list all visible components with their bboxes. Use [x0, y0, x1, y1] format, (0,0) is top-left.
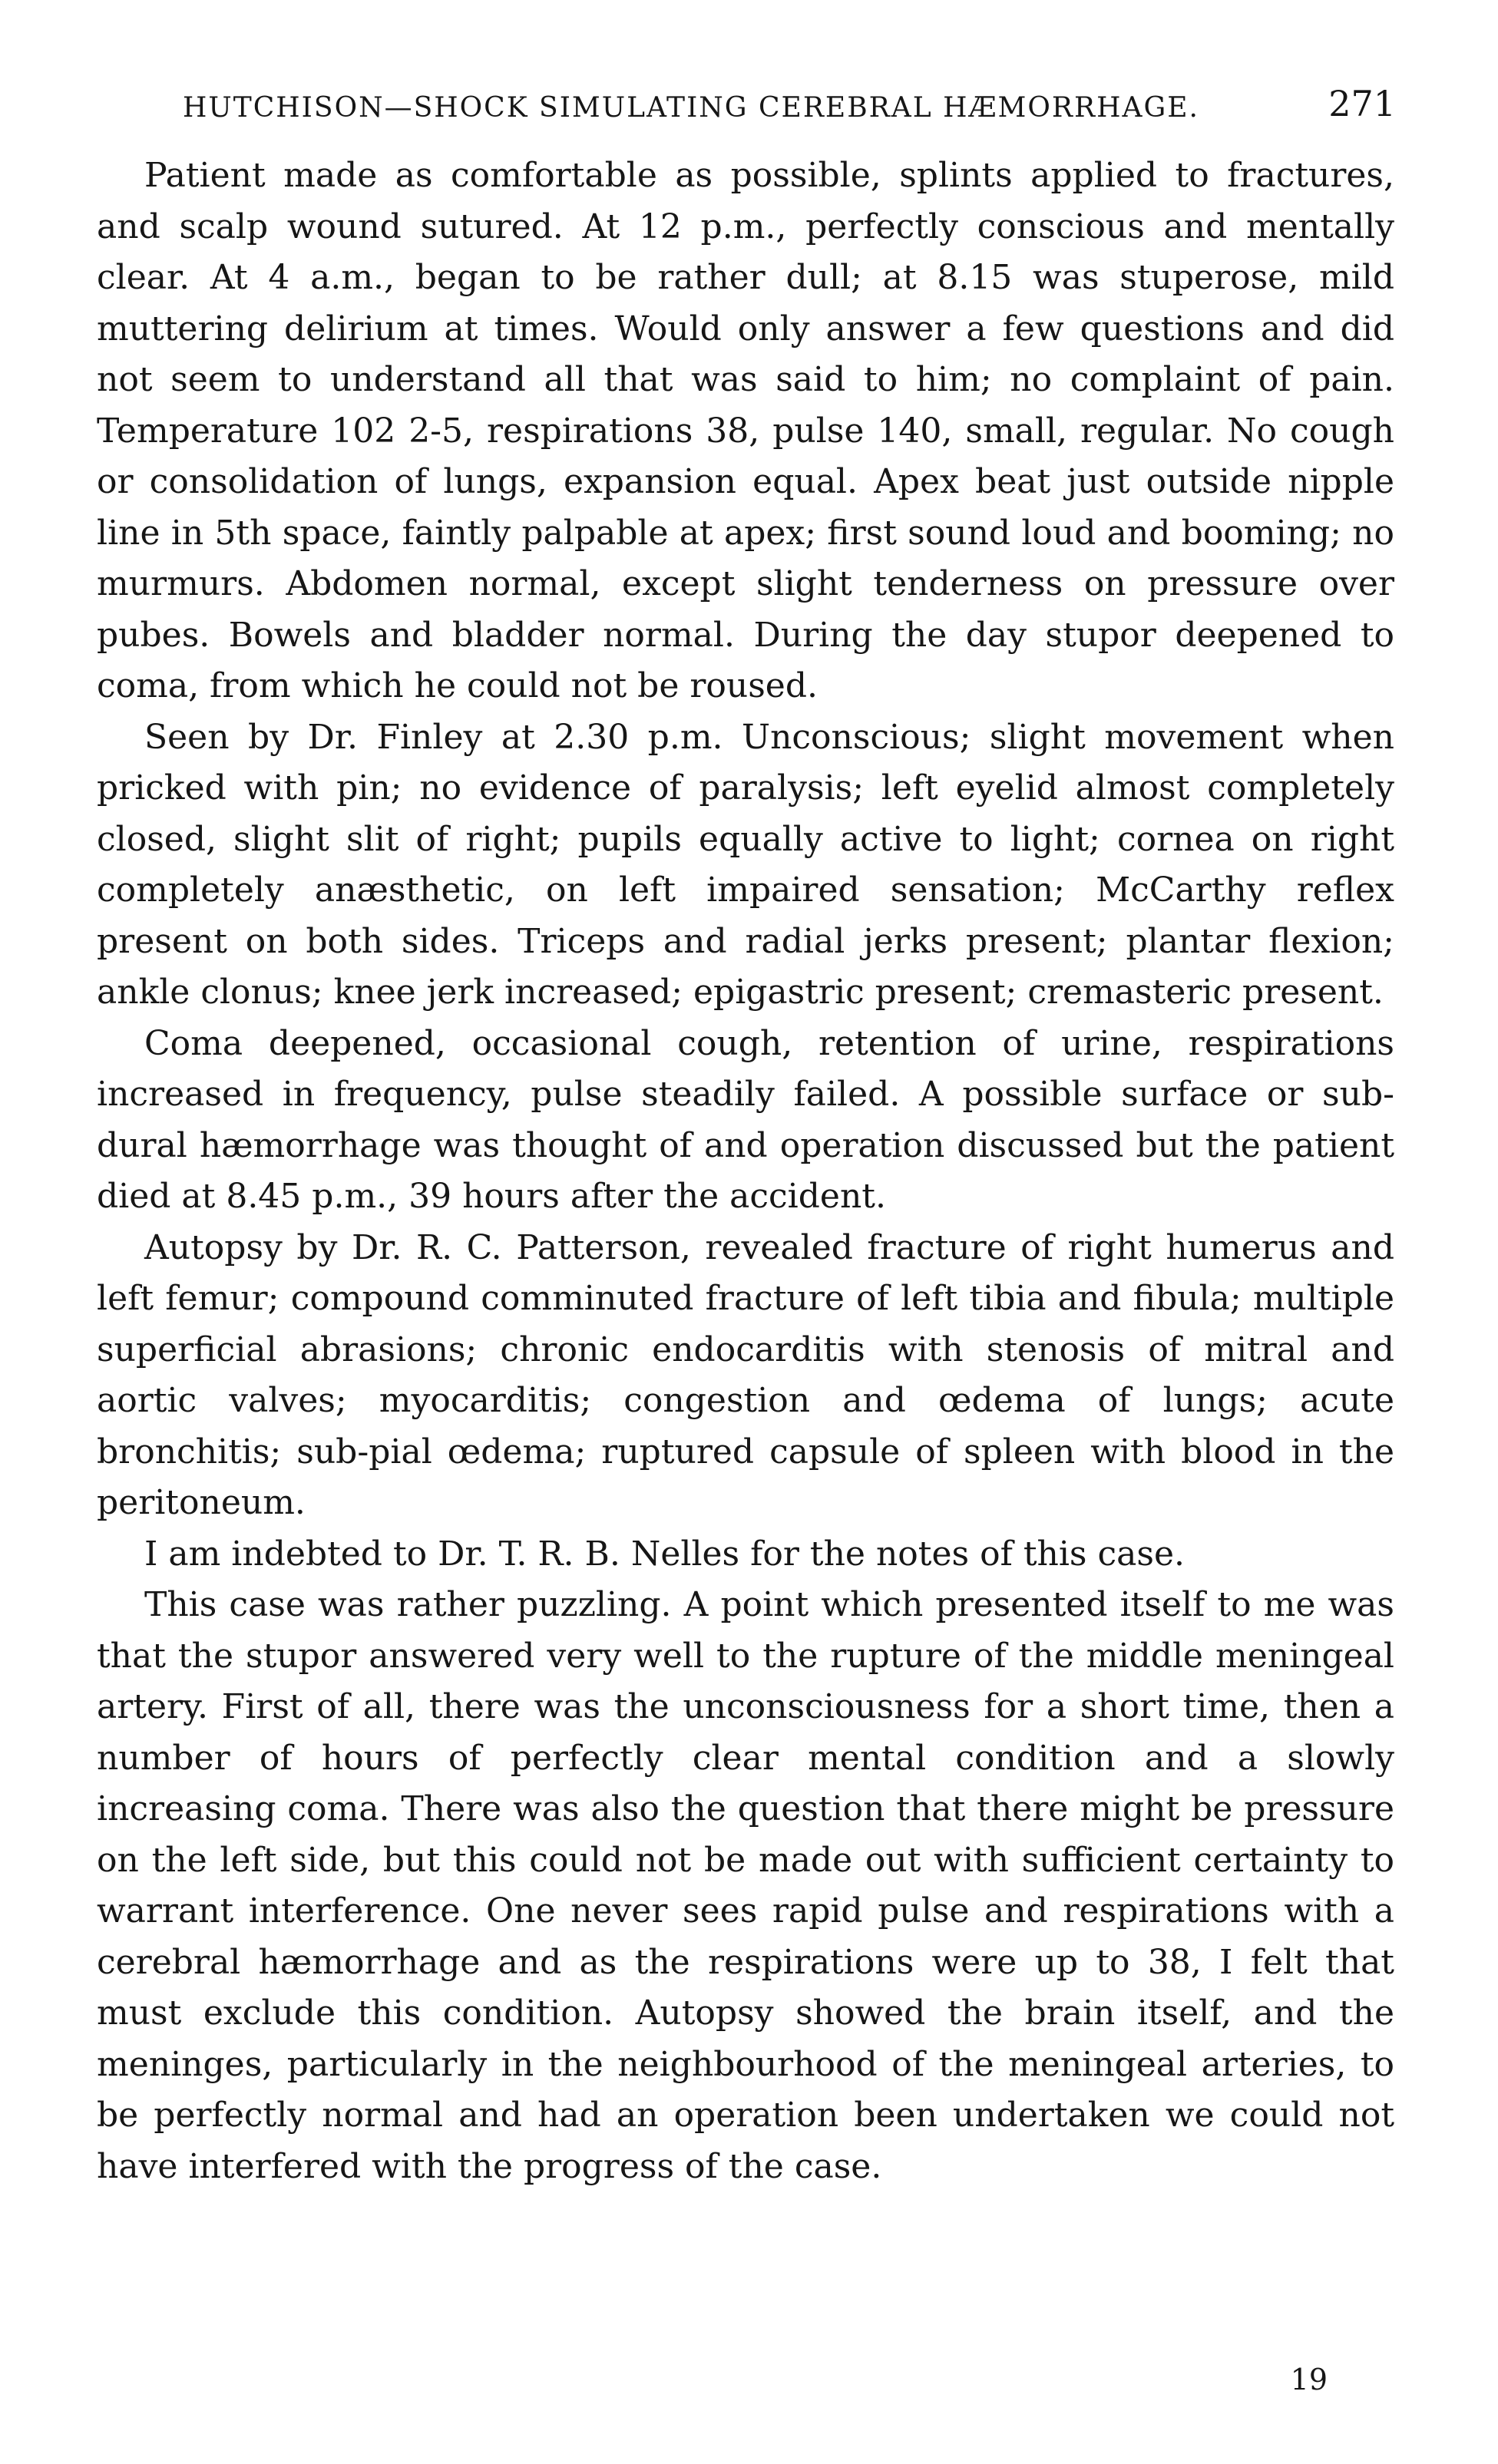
running-title: HUTCHISON—SHOCK SIMULATING CEREBRAL HÆMORRHAGE. [183, 92, 1199, 124]
paragraph-acknowledgement: I am indebted to Dr. T. R. B. Nelles for the notes of this case. [144, 1534, 1185, 1574]
page-number: 271 [1328, 83, 1396, 124]
paragraph-autopsy: Autopsy by Dr. R. C. Patterson, revealed fracture of right humerus and left femur; compound comminuted fracture of left tibia and fibula; multiple superficial abrasions; chronic endocarditis with stenosis of mitral and aortic valves; myocarditis; congestion and œdema of lungs; acute bronchitis; sub-pial œdema; ruptured capsule of spleen with blood in the peritoneum. [97, 1227, 1394, 1522]
paragraph-examination: Seen by Dr. Finley at 2.30 p.m. Unconscious; slight movement when pricked with pin; no evidence of paralysis; left eyelid almost completely closed, slight slit of right; pupils equally active to light; cornea on right completely anæsthetic, on left impaired sensation; McCarthy reflex present on both sides. Triceps and radial jerks present; plantar flexion; ankle clonus; knee jerk increased; epigastric present; cremasteric present. [97, 717, 1394, 1012]
paragraph-case-progress: Patient made as comfortable as possible, splints applied to fractures, and scalp wound sutured. At 12 p.m., perfectly conscious and mentally clear. At 4 a.m., began to be rather dull; at 8.15 was stuperose, mild muttering delirium at times. Would only answer a few questions and did not seem to understand all that was said to him; no complaint of pain. Temperature 102 2-5, respirations 38, pulse 140, small, regular. No cough or consolidation of lungs, expansion equal. Apex beat just outside nipple line in 5th space, faintly palpable at apex; first sound loud and booming; no murmurs. Abdomen normal, except slight tenderness on pressure over pubes. Bowels and bladder normal. During the day stupor deepened to coma, from which he could not be roused. [97, 156, 1394, 705]
paragraph-coma-death: Coma deepened, occasional cough, retention of urine, respirations increased in frequency, pulse steadily failed. A possible surface or sub-dural hæmorrhage was thought of and operation discussed but the patient died at 8.45 p.m., 39 hours after the accident. [97, 1023, 1394, 1216]
paragraph-discussion: This case was rather puzzling. A point which presented itself to me was that the stupor answered very well to the rupture of the middle meningeal artery. First of all, there was the unconsciousness for a short time, then a number of hours of perfectly clear mental condition and a slowly increasing coma. There was also the question that there might be pressure on the left side, but this could not be made out with sufficient certainty to warrant interference. One never sees rapid pulse and respirations with a cerebral hæmorrhage and as the respirations were up to 38, I felt that must exclude this condition. Autopsy showed the brain itself, and the meninges, particularly in the neighbourhood of the meningeal arteries, to be perfectly normal and had an operation been undertaken we could not have interfered with the progress of the case. [97, 1585, 1394, 2186]
signature-mark: 19 [1290, 2363, 1328, 2396]
article-body [97, 150, 1394, 2192]
running-header [183, 83, 1396, 137]
